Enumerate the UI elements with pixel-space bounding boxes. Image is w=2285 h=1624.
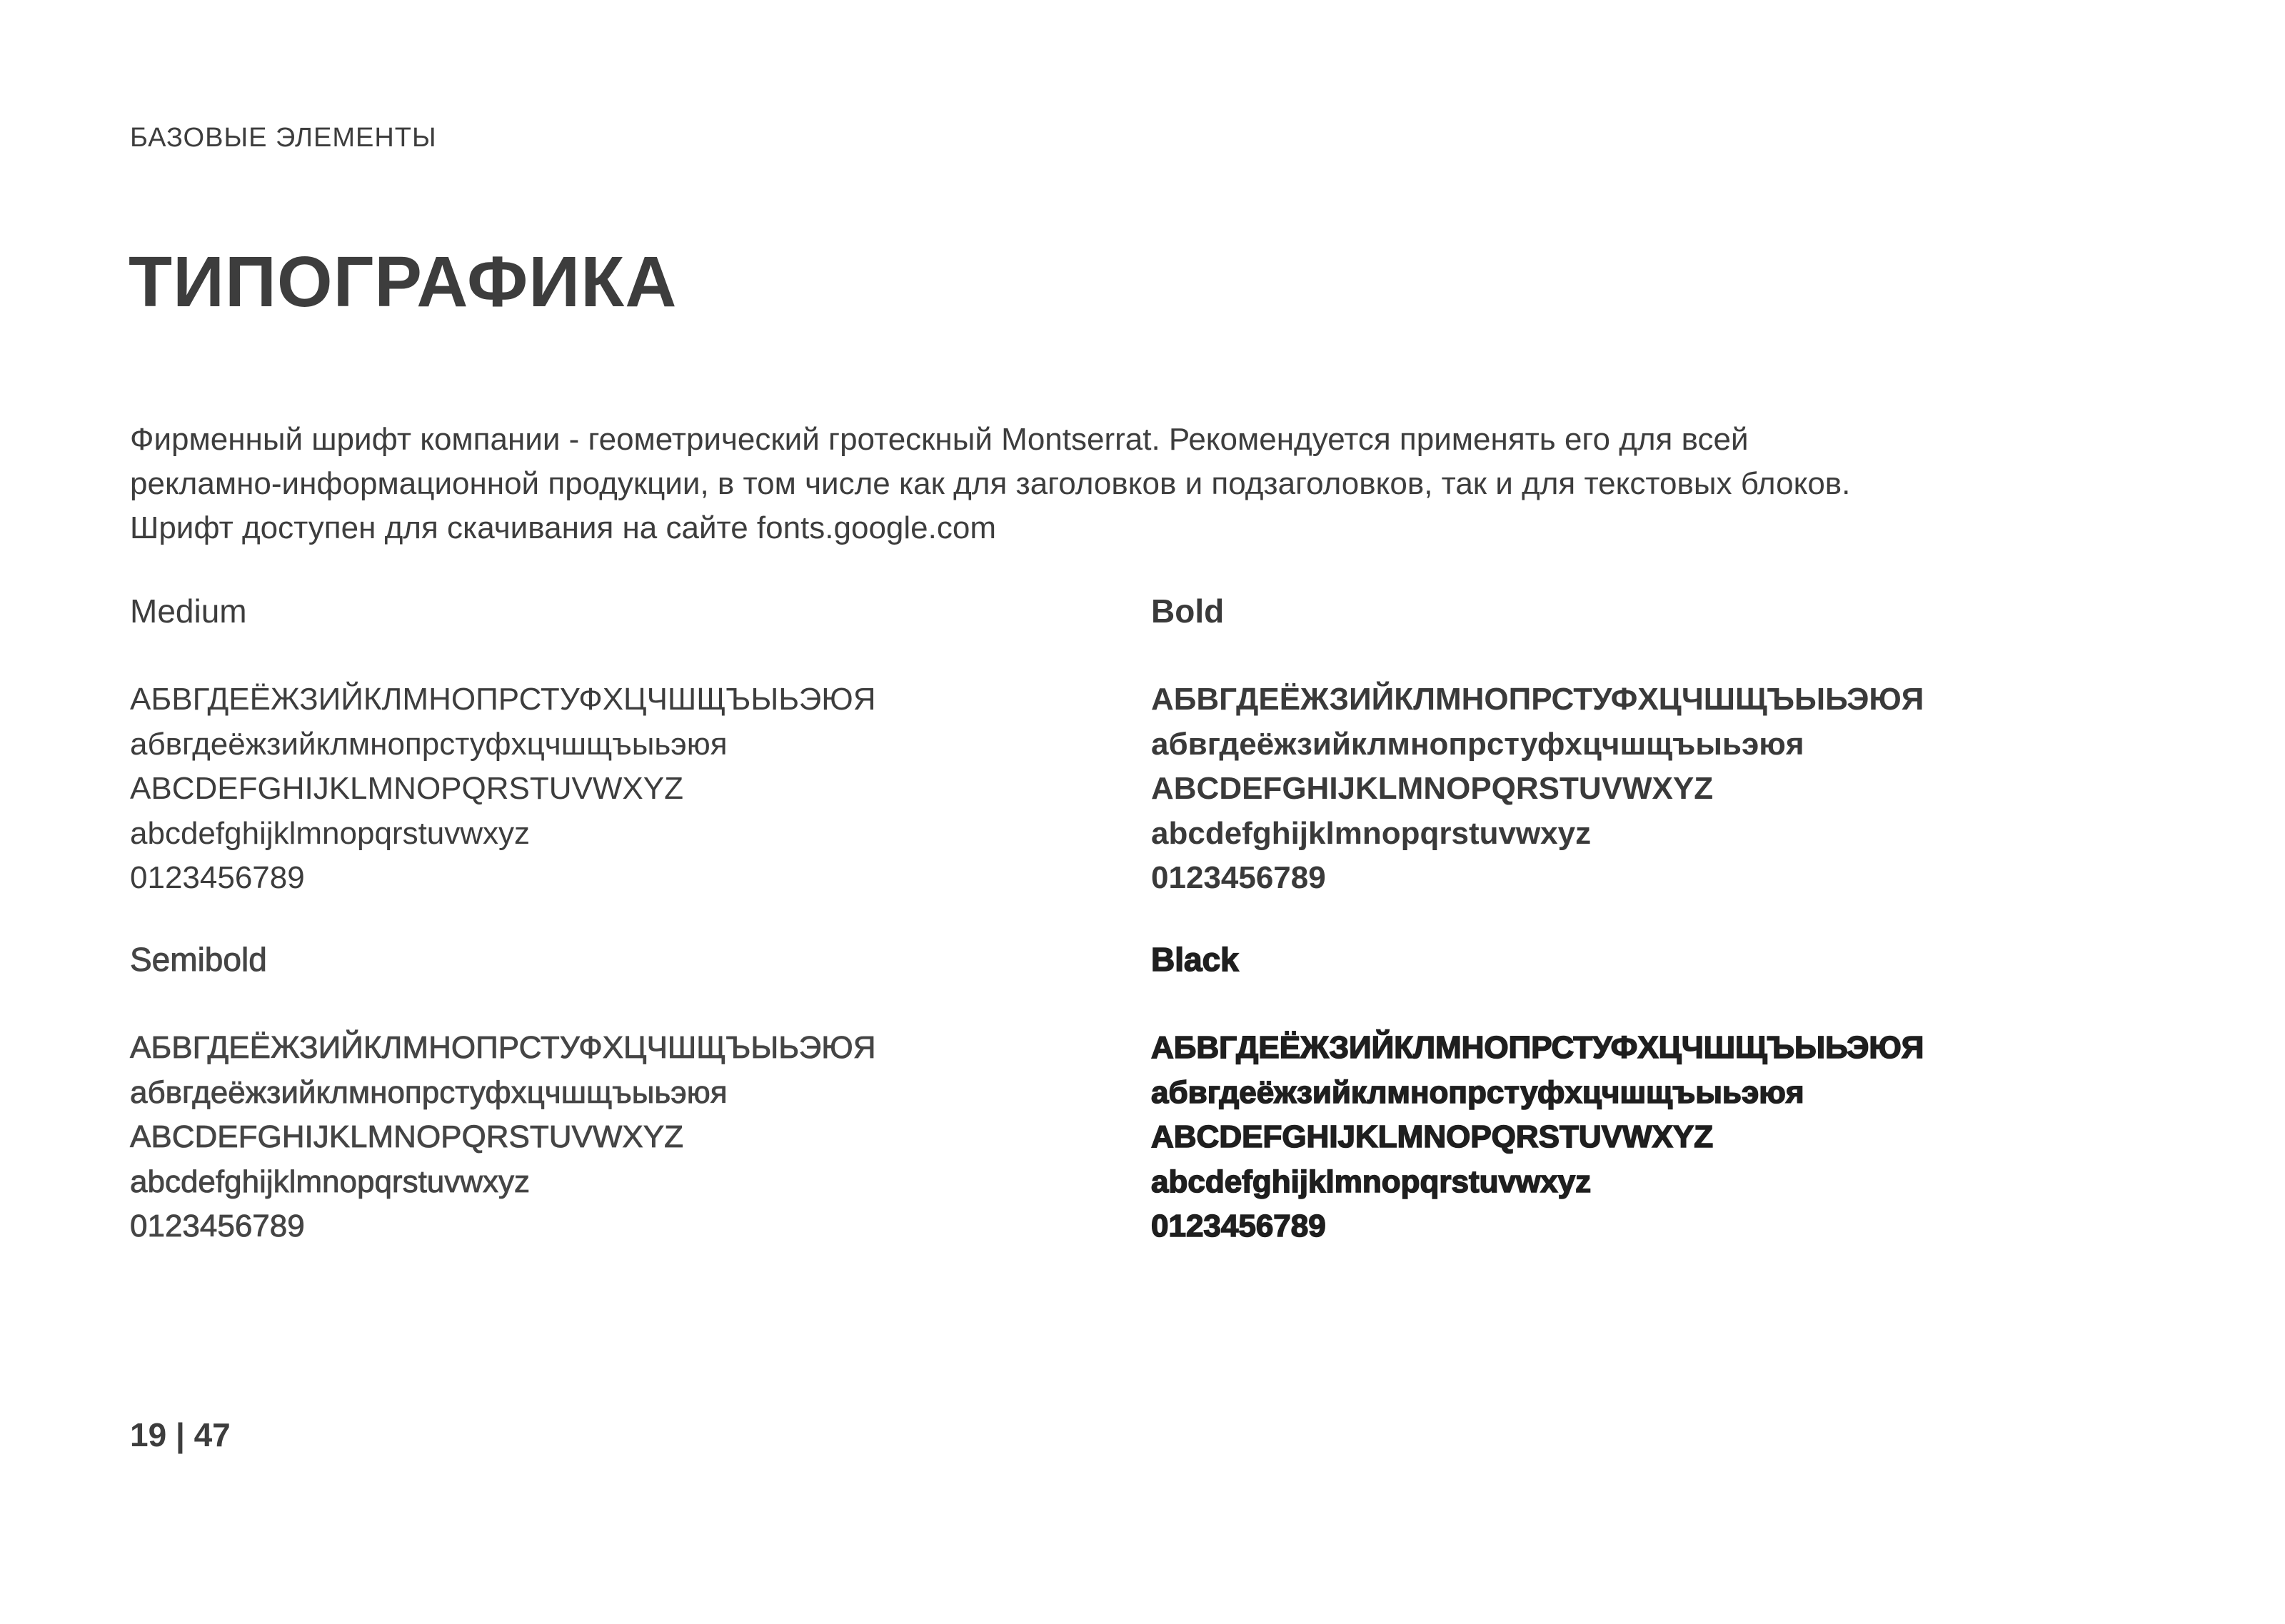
glyph-line-cyrillic-upper: АБВГДЕЁЖЗИЙКЛМНОПРСТУФХЦЧШЩЪЫЬЭЮЯ xyxy=(1151,1030,1924,1065)
glyph-line-cyrillic-upper: АБВГДЕЁЖЗИЙКЛМНОПРСТУФХЦЧШЩЪЫЬЭЮЯ xyxy=(130,1030,876,1065)
weight-label-bold: Bold xyxy=(1151,592,1225,630)
glyph-line-cyrillic-lower: абвгдеёжзийклмнопрстуфхцчшщъыьэюя xyxy=(130,1074,728,1110)
weight-label-black: Black xyxy=(1151,941,1239,978)
glyph-line-latin-upper: ABCDEFGHIJKLMNOPQRSTUVWXYZ xyxy=(1151,771,1714,806)
glyph-line-cyrillic-lower: абвгдеёжзийклмнопрстуфхцчшщъыьэюя xyxy=(130,726,728,762)
glyph-line-cyrillic-lower: абвгдеёжзийклмнопрстуфхцчшщъыьэюя xyxy=(1151,1074,1804,1110)
glyph-line-latin-lower: abcdefghijklmnopqrstuvwxyz xyxy=(130,1164,531,1199)
glyph-line-digits: 0123456789 xyxy=(1151,1209,1326,1244)
specimen-medium xyxy=(130,589,1130,901)
intro-paragraph xyxy=(130,418,2201,550)
page-title: ТИПОГРАФИКА xyxy=(129,242,678,322)
weight-label-medium: Medium xyxy=(130,592,247,630)
intro-line: Шрифт доступен для скачивания на сайте fonts.google.com xyxy=(130,510,996,545)
glyph-line-latin-upper: ABCDEFGHIJKLMNOPQRSTUVWXYZ xyxy=(130,1119,683,1154)
specimen-bold xyxy=(1151,589,2151,901)
glyph-line-latin-lower: abcdefghijklmnopqrstuvwxyz xyxy=(1151,1164,1592,1199)
intro-line: Фирменный шрифт компании - геометрический гротескный Montserrat. Рекомендуется применять его для всей xyxy=(130,422,1749,457)
glyph-line-digits: 0123456789 xyxy=(130,1209,305,1244)
specimen-black xyxy=(1151,937,2151,1249)
glyph-line-cyrillic-upper: АБВГДЕЁЖЗИЙКЛМНОПРСТУФХЦЧШЩЪЫЬЭЮЯ xyxy=(130,682,876,717)
intro-line: рекламно-информационной продукции, в том числе как для заголовков и подзаголовков, так и для текстовых блоков. xyxy=(130,466,1851,501)
glyph-line-latin-upper: ABCDEFGHIJKLMNOPQRSTUVWXYZ xyxy=(130,771,683,806)
page-number: 19 | 47 xyxy=(130,1416,231,1453)
glyph-line-latin-lower: abcdefghijklmnopqrstuvwxyz xyxy=(130,815,531,851)
glyph-line-cyrillic-upper: АБВГДЕЁЖЗИЙКЛМНОПРСТУФХЦЧШЩЪЫЬЭЮЯ xyxy=(1151,682,1924,717)
glyph-line-digits: 0123456789 xyxy=(130,860,305,895)
glyph-line-latin-upper: ABCDEFGHIJKLMNOPQRSTUVWXYZ xyxy=(1151,1119,1714,1154)
section-label: БАЗОВЫЕ ЭЛЕМЕНТЫ xyxy=(130,123,437,153)
weight-label-semibold: Semibold xyxy=(130,941,267,978)
glyph-line-digits: 0123456789 xyxy=(1151,860,1326,895)
glyph-line-latin-lower: abcdefghijklmnopqrstuvwxyz xyxy=(1151,815,1592,851)
glyph-line-cyrillic-lower: абвгдеёжзийклмнопрстуфхцчшщъыьэюя xyxy=(1151,726,1804,762)
specimen-semibold xyxy=(130,937,1130,1249)
